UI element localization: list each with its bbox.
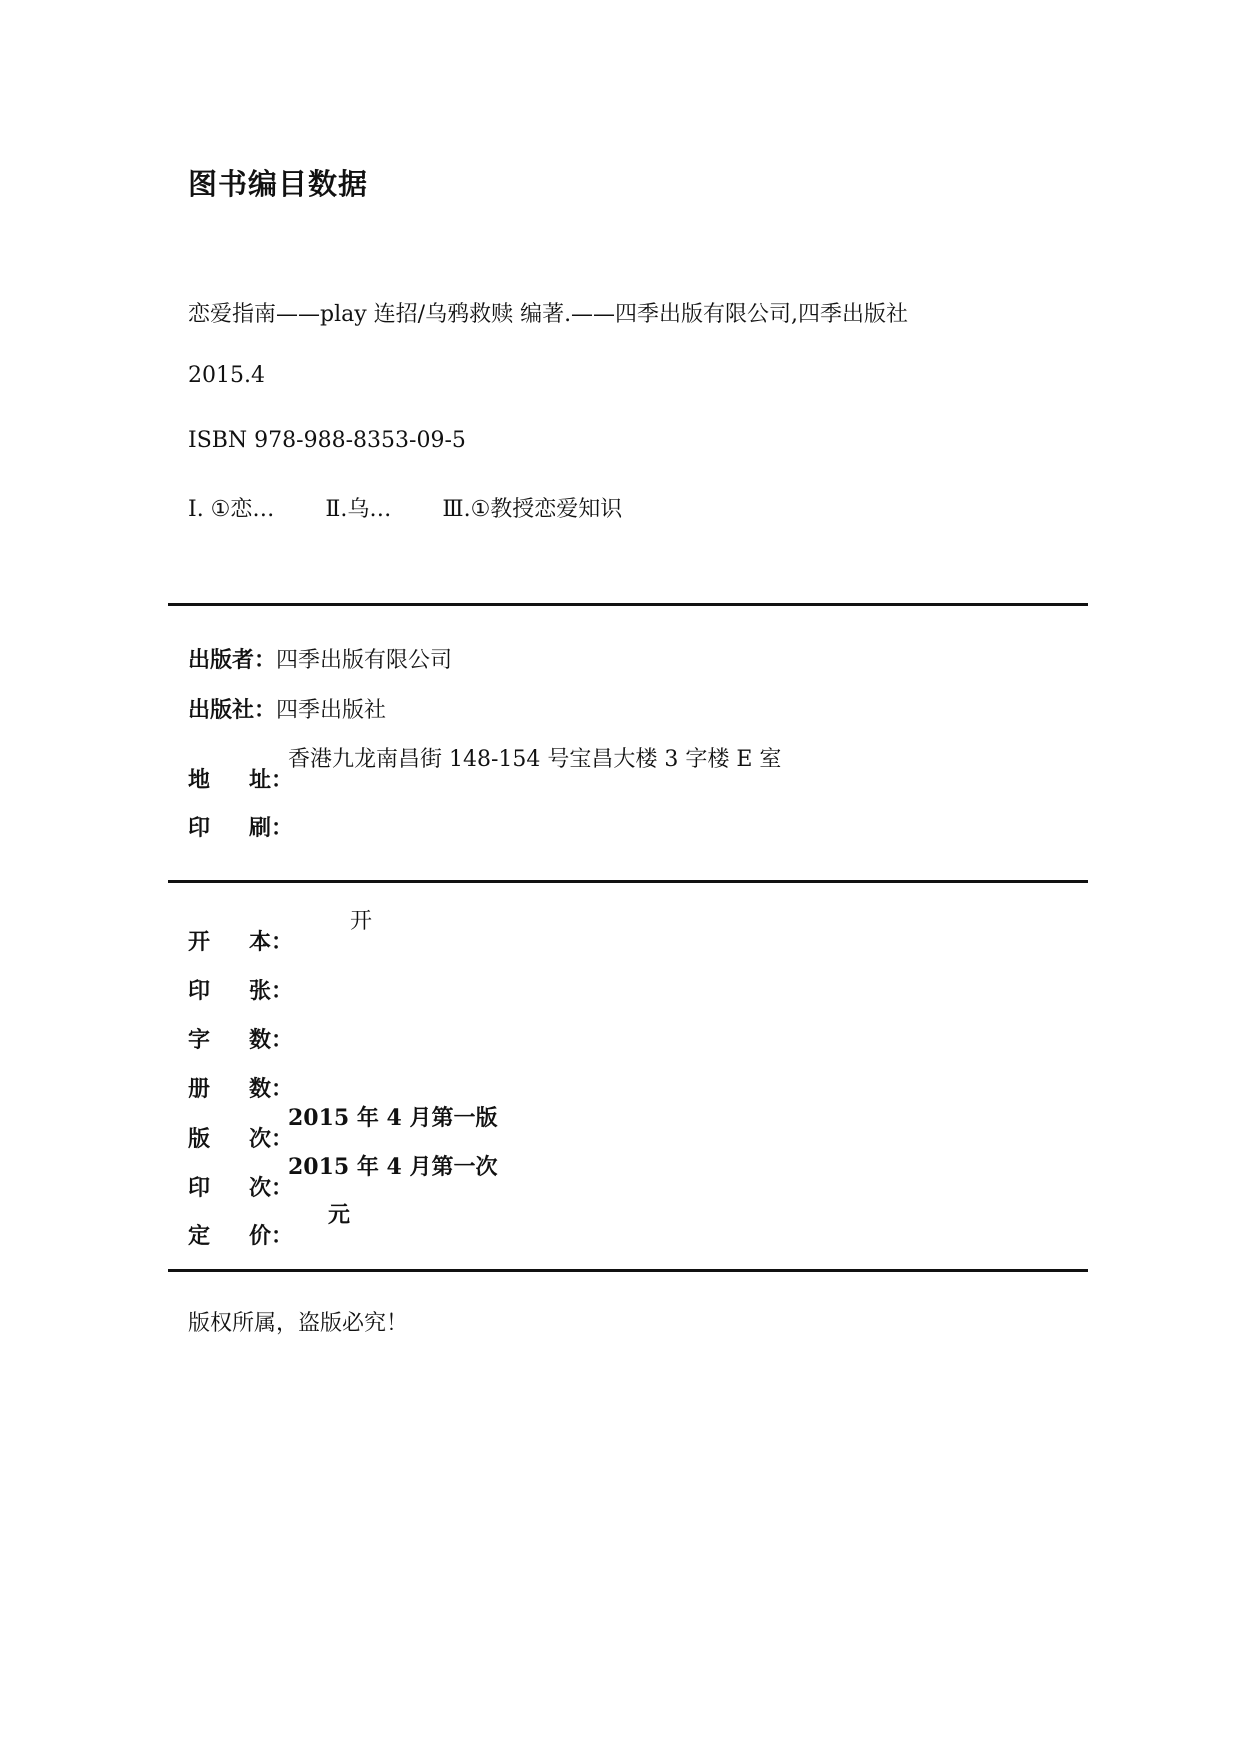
publisher-row — [188, 646, 452, 676]
printer-row: 印 刷： — [188, 816, 294, 841]
price-value: 元 — [328, 1203, 351, 1228]
copies-row: 册 数： — [188, 1077, 294, 1102]
sheets-row: 印 张： — [188, 979, 294, 1004]
address-value: 香港九龙南昌街 148-154 号宝昌大楼 3 字楼 E 室 — [288, 747, 782, 772]
edition-row: 版 次： 2015 年 4 月第一版 — [188, 1105, 498, 1152]
format-row: 开 本： 开 — [188, 909, 373, 955]
publisher-value: 四季出版有限公司 — [276, 648, 453, 673]
divider-bottom — [168, 1269, 1088, 1272]
cip-classification-line — [188, 492, 666, 523]
printing-value: 2015 年 4 月第一次 — [288, 1154, 498, 1180]
address-row: 地 址： 香港九龙南昌街 148-154 号宝昌大楼 3 字楼 E 室 — [188, 747, 782, 793]
edition-value: 2015 年 4 月第一版 — [288, 1105, 498, 1131]
words-row: 字 数： — [188, 1028, 294, 1053]
press-label: 出版社： — [188, 698, 277, 723]
press-value: 四季出版社 — [276, 698, 387, 723]
page-title: 图书编目数据 — [188, 167, 369, 201]
divider-top — [168, 603, 1088, 606]
cip-isbn-line: ISBN 978-988-8353-09-5 — [188, 428, 466, 453]
classification-item-1: Ⅰ. ①恋… — [188, 497, 275, 522]
cip-title-line: 恋爱指南——play 连招/乌鸦救赎 编著.——四季出版有限公司,四季出版社 — [188, 302, 909, 327]
press-row — [188, 696, 386, 726]
format-value: 开 — [350, 909, 373, 934]
divider-middle — [168, 880, 1088, 883]
price-row: 定 价： 元 — [188, 1203, 351, 1249]
cip-date-line: 2015.4 — [188, 363, 265, 388]
copyright-notice: 版权所属，盗版必究！ — [188, 1311, 409, 1336]
classification-item-3: Ⅲ.①教授恋爱知识 — [442, 497, 623, 522]
publisher-label: 出版者： — [188, 648, 277, 673]
classification-item-2: Ⅱ.乌… — [325, 497, 392, 522]
printing-row: 印 次： 2015 年 4 月第一次 — [188, 1154, 498, 1201]
